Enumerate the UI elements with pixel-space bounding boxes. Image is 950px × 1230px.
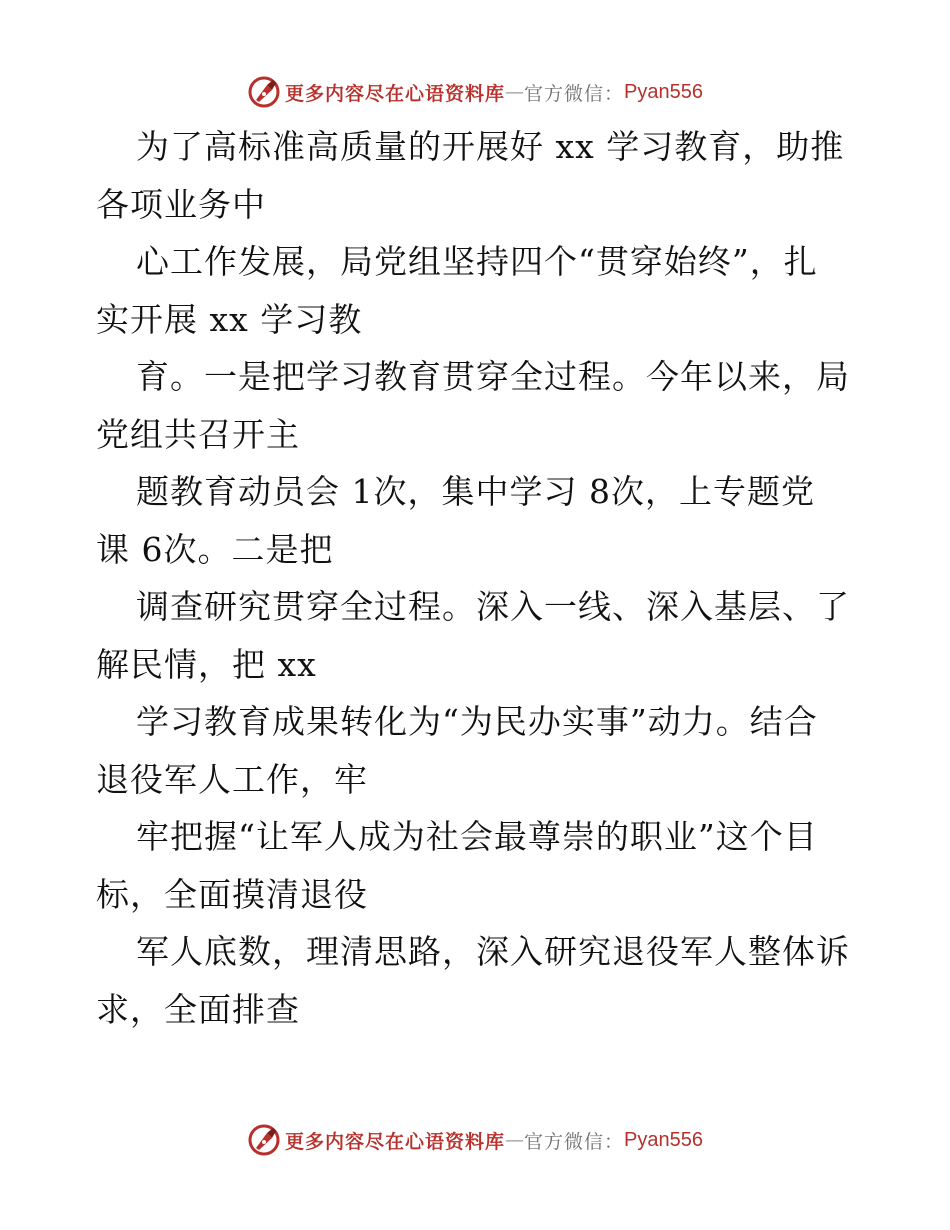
text-line: 心工作发展，局党组坚持四个“贯穿始终”，扎 bbox=[136, 242, 818, 281]
banner-dash: — bbox=[505, 1129, 525, 1151]
text-line: 调查研究贯穿全过程。深入一线、深入基层、了 bbox=[136, 587, 850, 626]
banner-wechat-label: 官方微信： bbox=[524, 82, 625, 105]
pen-nib-logo-icon bbox=[247, 75, 281, 109]
document-body bbox=[96, 118, 856, 1038]
header-banner bbox=[0, 72, 950, 112]
banner-dash: — bbox=[505, 81, 525, 103]
text-line: 为了高标准高质量的开展好 xx 学习教育，助推 bbox=[136, 127, 845, 166]
text-line: 党组共召开主 bbox=[96, 414, 300, 454]
text-line: 牢把握“让军人成为社会最尊崇的职业”这个目 bbox=[136, 817, 818, 856]
text-line: 课 6次。二是把 bbox=[96, 529, 334, 569]
text-line: 题教育动员会 1次，集中学习 8次，上专题党 bbox=[136, 472, 815, 511]
pen-nib-logo-icon bbox=[247, 1123, 281, 1157]
text-line: 解民情，把 xx bbox=[96, 644, 317, 684]
banner-site-text: 更多内容尽在心语资料库 bbox=[285, 82, 506, 105]
text-line: 求，全面排查 bbox=[96, 989, 300, 1029]
text-line: 学习教育成果转化为“为民办实事”动力。结合 bbox=[136, 702, 818, 741]
text-line: 各项业务中 bbox=[96, 184, 266, 224]
banner-wechat-id: Pyan556 bbox=[624, 80, 703, 103]
banner-site-text: 更多内容尽在心语资料库 bbox=[285, 1130, 506, 1153]
banner-wechat-label: 官方微信： bbox=[524, 1130, 625, 1153]
text-line: 军人底数，理清思路，深入研究退役军人整体诉 bbox=[136, 932, 850, 971]
banner-wechat-id: Pyan556 bbox=[624, 1128, 703, 1151]
text-line: 实开展 xx 学习教 bbox=[96, 299, 363, 339]
footer-banner bbox=[0, 1120, 950, 1160]
text-line: 标，全面摸清退役 bbox=[96, 874, 368, 914]
text-line: 退役军人工作，牢 bbox=[96, 759, 368, 799]
text-line: 育。一是把学习教育贯穿全过程。今年以来，局 bbox=[136, 357, 850, 396]
